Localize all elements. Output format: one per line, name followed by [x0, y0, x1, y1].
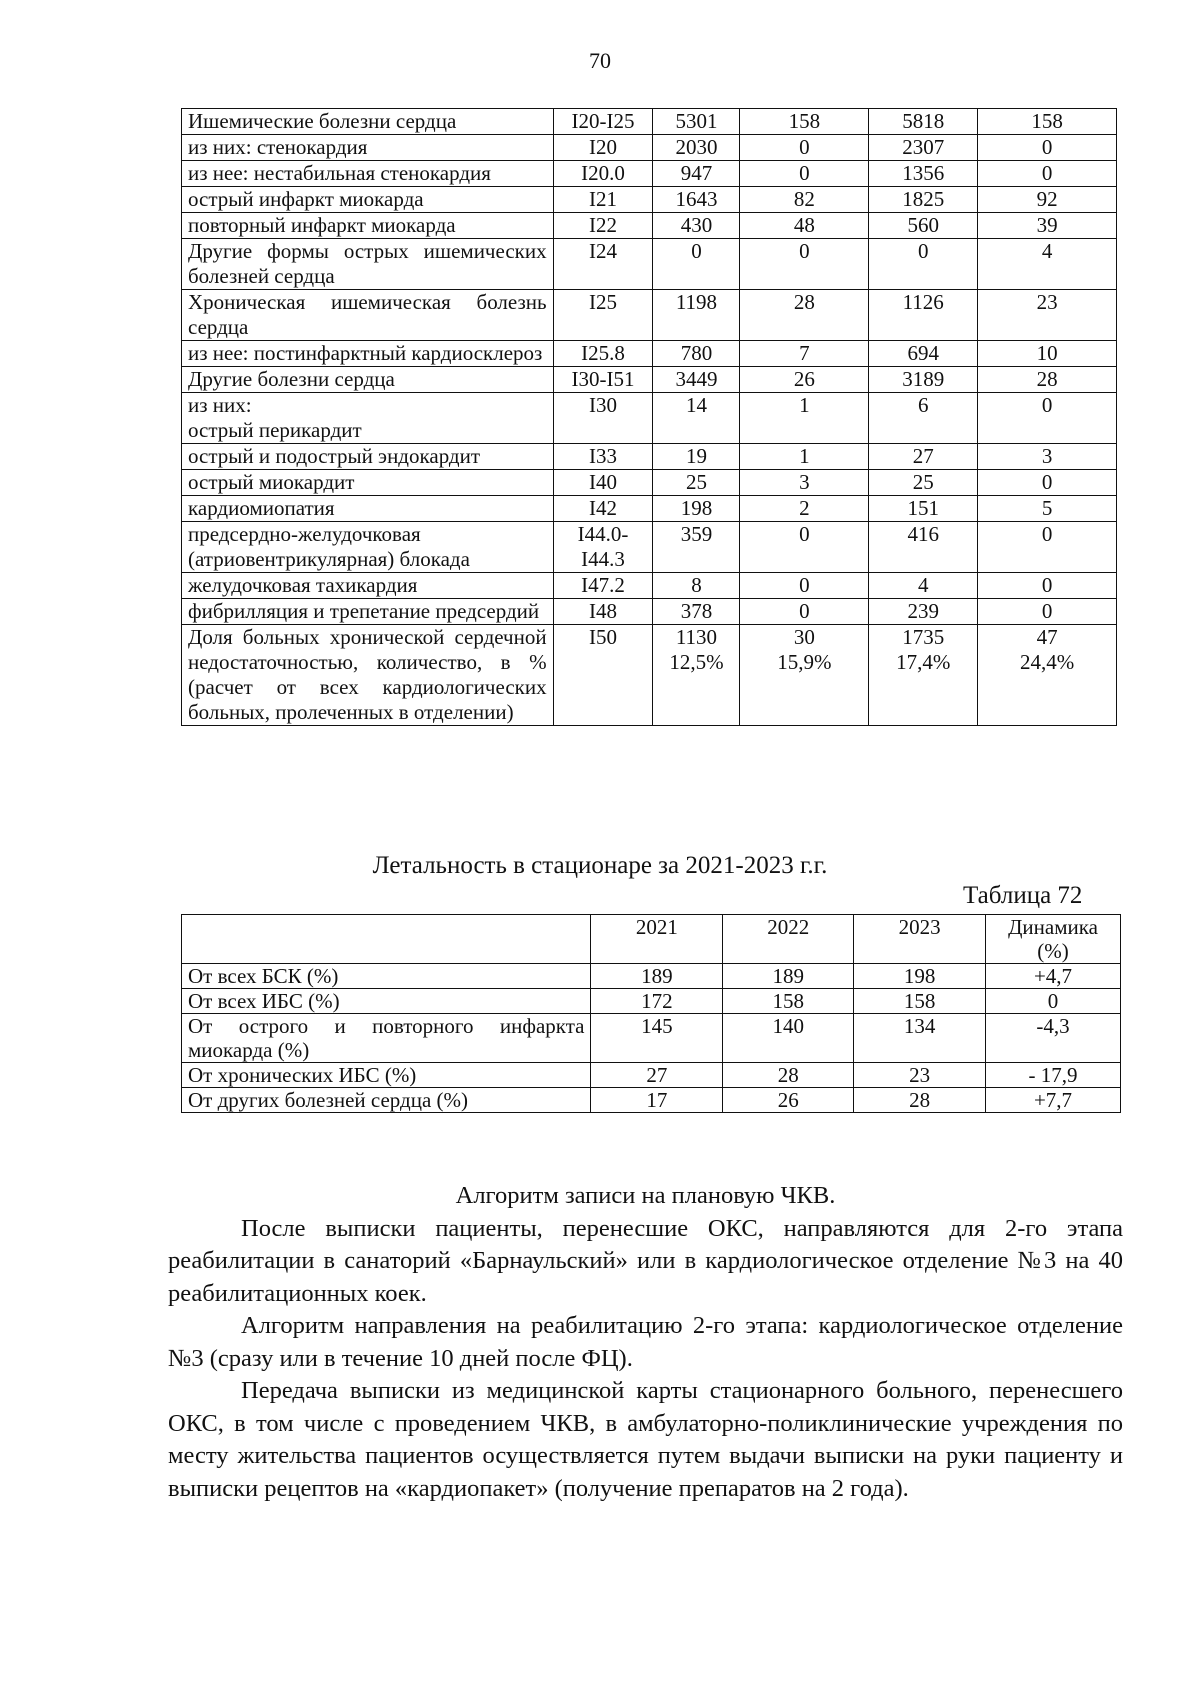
icd-code-cell: I50 — [553, 625, 653, 726]
icd-code-cell: I20-I25 — [553, 109, 653, 135]
row-label: из нее: постинфарктный кардиосклероз — [182, 341, 554, 367]
table-row — [182, 341, 1117, 367]
value-cell — [869, 625, 978, 726]
value-cell-2021: 17 — [591, 1088, 723, 1113]
value-cell: 10 — [978, 341, 1117, 367]
value-cell-2021: 189 — [591, 964, 723, 989]
value-cell: 23 — [978, 290, 1117, 341]
icd-code-cell: I21 — [553, 187, 653, 213]
value-cell-2022: 140 — [723, 1014, 854, 1063]
table-row — [182, 496, 1117, 522]
value-cell-2022: 26 — [723, 1088, 854, 1113]
value-cell: 378 — [653, 599, 740, 625]
table-row — [182, 290, 1117, 341]
value-cell: 1 — [740, 444, 869, 470]
table-71 — [181, 108, 1117, 726]
value-cell: 198 — [653, 496, 740, 522]
value-cell: 3 — [978, 444, 1117, 470]
value-cell-2021: 27 — [591, 1063, 723, 1088]
table-72-title: Летальность в стационаре за 2021-2023 г.г. — [372, 852, 828, 879]
header-cell-dynamics: Динамика (%) — [986, 915, 1121, 964]
table-row — [182, 393, 1117, 444]
row-label: повторный инфаркт миокарда — [182, 213, 554, 239]
value-cell-2021: 145 — [591, 1014, 723, 1063]
value-cell: 430 — [653, 213, 740, 239]
value-cell: 3 — [740, 470, 869, 496]
value-cell: 1356 — [869, 161, 978, 187]
value-cell: 0 — [978, 599, 1117, 625]
value-cell: 0 — [978, 393, 1117, 444]
value-cell: 359 — [653, 522, 740, 573]
value-cell: 947 — [653, 161, 740, 187]
icd-code-cell-line: I44.3 — [581, 547, 625, 571]
value-cell-line: 15,9% — [777, 650, 832, 674]
value-cell: 82 — [740, 187, 869, 213]
value-cell — [740, 625, 869, 726]
table-row — [182, 1063, 1121, 1088]
value-cell: 158 — [978, 109, 1117, 135]
value-cell-2023: 28 — [854, 1088, 986, 1113]
value-cell: 27 — [869, 444, 978, 470]
row-label: Доля больных хронической сердечной недостаточностью, количество, в % (расчет от всех кардиологических больных, пролеченных в отделении) — [182, 625, 554, 726]
value-cell — [653, 625, 740, 726]
row-label: острый инфаркт миокарда — [182, 187, 554, 213]
icd-code-cell: I25.8 — [553, 341, 653, 367]
value-cell: 0 — [740, 522, 869, 573]
value-cell: 0 — [740, 135, 869, 161]
icd-code-cell-line: I44.0- — [577, 522, 629, 546]
table-72 — [181, 914, 1121, 1113]
value-cell-line: 30 — [793, 625, 815, 649]
value-cell: 28 — [740, 290, 869, 341]
row-label: фибрилляция и трепетание предсердий — [182, 599, 554, 625]
row-label: Хроническая ишемическая болезнь сердца — [182, 290, 554, 341]
icd-code-cell: I25 — [553, 290, 653, 341]
value-cell: 158 — [740, 109, 869, 135]
paragraph: Алгоритм направления на реабилитацию 2-го этапа: кардиологическое отделение №3 (сразу или в течение 10 дней после ФЦ). — [168, 1312, 1123, 1372]
value-cell: 0 — [740, 573, 869, 599]
table-row — [182, 573, 1117, 599]
header-cell-2021: 2021 — [591, 915, 723, 964]
table-row — [182, 989, 1121, 1014]
table-row — [182, 109, 1117, 135]
row-label: кардиомиопатия — [182, 496, 554, 522]
value-cell: 5301 — [653, 109, 740, 135]
row-label: От всех ИБС (%) — [182, 989, 591, 1014]
header-cell-2023: 2023 — [854, 915, 986, 964]
icd-code-cell — [553, 522, 653, 573]
value-cell: 1198 — [653, 290, 740, 341]
row-label: из нее: нестабильная стенокардия — [182, 161, 554, 187]
value-cell-line: 17,4% — [896, 650, 951, 674]
dynamics-cell: 0 — [986, 989, 1121, 1014]
icd-code-cell: I22 — [553, 213, 653, 239]
dynamics-cell: +7,7 — [986, 1088, 1121, 1113]
table-row — [182, 1088, 1121, 1113]
row-label: из них: стенокардия — [182, 135, 554, 161]
value-cell: 2307 — [869, 135, 978, 161]
row-label: острый и подострый эндокардит — [182, 444, 554, 470]
value-cell-line: 1130 — [675, 625, 718, 649]
value-cell: 6 — [869, 393, 978, 444]
value-cell: 416 — [869, 522, 978, 573]
value-cell: 3449 — [653, 367, 740, 393]
value-cell-2023: 134 — [854, 1014, 986, 1063]
value-cell: 0 — [978, 135, 1117, 161]
table-row — [182, 522, 1117, 573]
table-row — [182, 367, 1117, 393]
value-cell: 28 — [978, 367, 1117, 393]
icd-code-cell: I20 — [553, 135, 653, 161]
table-72-label: Таблица 72 — [963, 882, 1083, 909]
header-cell-empty — [182, 915, 591, 964]
value-cell-2023: 23 — [854, 1063, 986, 1088]
value-cell-2021: 172 — [591, 989, 723, 1014]
value-cell-line: 47 — [1036, 625, 1058, 649]
row-label: острый миокардит — [182, 470, 554, 496]
row-label-line: из них: — [188, 393, 252, 417]
value-cell: 26 — [740, 367, 869, 393]
value-cell — [978, 625, 1117, 726]
icd-code-cell: I30 — [553, 393, 653, 444]
value-cell: 1 — [740, 393, 869, 444]
header-cell-2022: 2022 — [723, 915, 854, 964]
value-cell: 151 — [869, 496, 978, 522]
value-cell: 780 — [653, 341, 740, 367]
value-cell: 0 — [978, 161, 1117, 187]
row-label-line: острый перикардит — [188, 418, 362, 442]
row-label: желудочковая тахикардия — [182, 573, 554, 599]
value-cell: 14 — [653, 393, 740, 444]
table-row — [182, 599, 1117, 625]
icd-code-cell: I20.0 — [553, 161, 653, 187]
value-cell: 0 — [978, 522, 1117, 573]
icd-code-cell: I24 — [553, 239, 653, 290]
value-cell: 0 — [869, 239, 978, 290]
value-cell: 0 — [740, 239, 869, 290]
paragraph: После выписки пациенты, перенесшие ОКС, направляются для 2-го этапа реабилитации в санаторий «Барнаульский» или в кардиологическое отделение №3 на 40 реабилитационных коек. — [168, 1214, 1123, 1307]
table-71-body — [182, 109, 1117, 726]
value-cell: 0 — [740, 599, 869, 625]
value-cell-2023: 158 — [854, 989, 986, 1014]
value-cell: 25 — [653, 470, 740, 496]
icd-code-cell: I47.2 — [553, 573, 653, 599]
row-label: От других болезней сердца (%) — [182, 1088, 591, 1113]
value-cell-line: 1735 — [902, 625, 945, 649]
row-label: От всех БСК (%) — [182, 964, 591, 989]
row-label: Другие формы острых ишемических болезней сердца — [182, 239, 554, 290]
dynamics-cell: -4,3 — [986, 1014, 1121, 1063]
value-cell: 1126 — [869, 290, 978, 341]
icd-code-cell: I42 — [553, 496, 653, 522]
value-cell: 5818 — [869, 109, 978, 135]
table-row — [182, 187, 1117, 213]
value-cell: 19 — [653, 444, 740, 470]
table-row — [182, 964, 1121, 989]
value-cell: 7 — [740, 341, 869, 367]
value-cell: 1825 — [869, 187, 978, 213]
value-cell: 25 — [869, 470, 978, 496]
table-row — [182, 135, 1117, 161]
value-cell-2022: 189 — [723, 964, 854, 989]
body-text — [168, 1180, 1123, 1505]
icd-code-cell: I33 — [553, 444, 653, 470]
value-cell: 2 — [740, 496, 869, 522]
row-label: Другие болезни сердца — [182, 367, 554, 393]
table-row — [182, 161, 1117, 187]
value-cell: 560 — [869, 213, 978, 239]
value-cell: 0 — [978, 573, 1117, 599]
row-label: От острого и повторного инфаркта миокарда (%) — [182, 1014, 591, 1063]
table-72-body — [182, 964, 1121, 1113]
value-cell: 4 — [869, 573, 978, 599]
dynamics-cell: +4,7 — [986, 964, 1121, 989]
value-cell: 8 — [653, 573, 740, 599]
table-row — [182, 444, 1117, 470]
value-cell: 1643 — [653, 187, 740, 213]
value-cell-2023: 198 — [854, 964, 986, 989]
table-row — [182, 625, 1117, 726]
dynamics-cell: - 17,9 — [986, 1063, 1121, 1088]
value-cell: 0 — [653, 239, 740, 290]
page-number: 70 — [589, 48, 611, 73]
value-cell-2022: 158 — [723, 989, 854, 1014]
value-cell: 4 — [978, 239, 1117, 290]
value-cell: 694 — [869, 341, 978, 367]
table-row — [182, 239, 1117, 290]
value-cell: 92 — [978, 187, 1117, 213]
icd-code-cell: I48 — [553, 599, 653, 625]
table-row — [182, 213, 1117, 239]
value-cell: 3189 — [869, 367, 978, 393]
table-row — [182, 470, 1117, 496]
row-label — [182, 393, 554, 444]
table-row — [182, 1014, 1121, 1063]
value-cell-line: 12,5% — [669, 650, 724, 674]
section-heading: Алгоритм записи на плановую ЧКВ. — [455, 1182, 836, 1209]
row-label: Ишемические болезни сердца — [182, 109, 554, 135]
value-cell: 0 — [740, 161, 869, 187]
value-cell: 5 — [978, 496, 1117, 522]
icd-code-cell: I30-I51 — [553, 367, 653, 393]
icd-code-cell: I40 — [553, 470, 653, 496]
value-cell: 48 — [740, 213, 869, 239]
value-cell-line: 24,4% — [1019, 650, 1075, 674]
paragraph: Передача выписки из медицинской карты стационарного больного, перенесшего ОКС, в том числе с проведением ЧКВ, в амбулаторно-поликлинические учреждения по месту жительства пациентов осуществляется путем выдачи выписки на руки пациенту и выписки рецептов на «кардиопакет» (получение препаратов на 2 года). — [168, 1377, 1123, 1502]
value-cell: 2030 — [653, 135, 740, 161]
table-header-row — [182, 915, 1121, 964]
row-label: предсердно-желудочковая (атриовентрикулярная) блокада — [182, 522, 554, 573]
value-cell: 0 — [978, 470, 1117, 496]
row-label: От хронических ИБС (%) — [182, 1063, 591, 1088]
value-cell: 239 — [869, 599, 978, 625]
value-cell-2022: 28 — [723, 1063, 854, 1088]
value-cell: 39 — [978, 213, 1117, 239]
